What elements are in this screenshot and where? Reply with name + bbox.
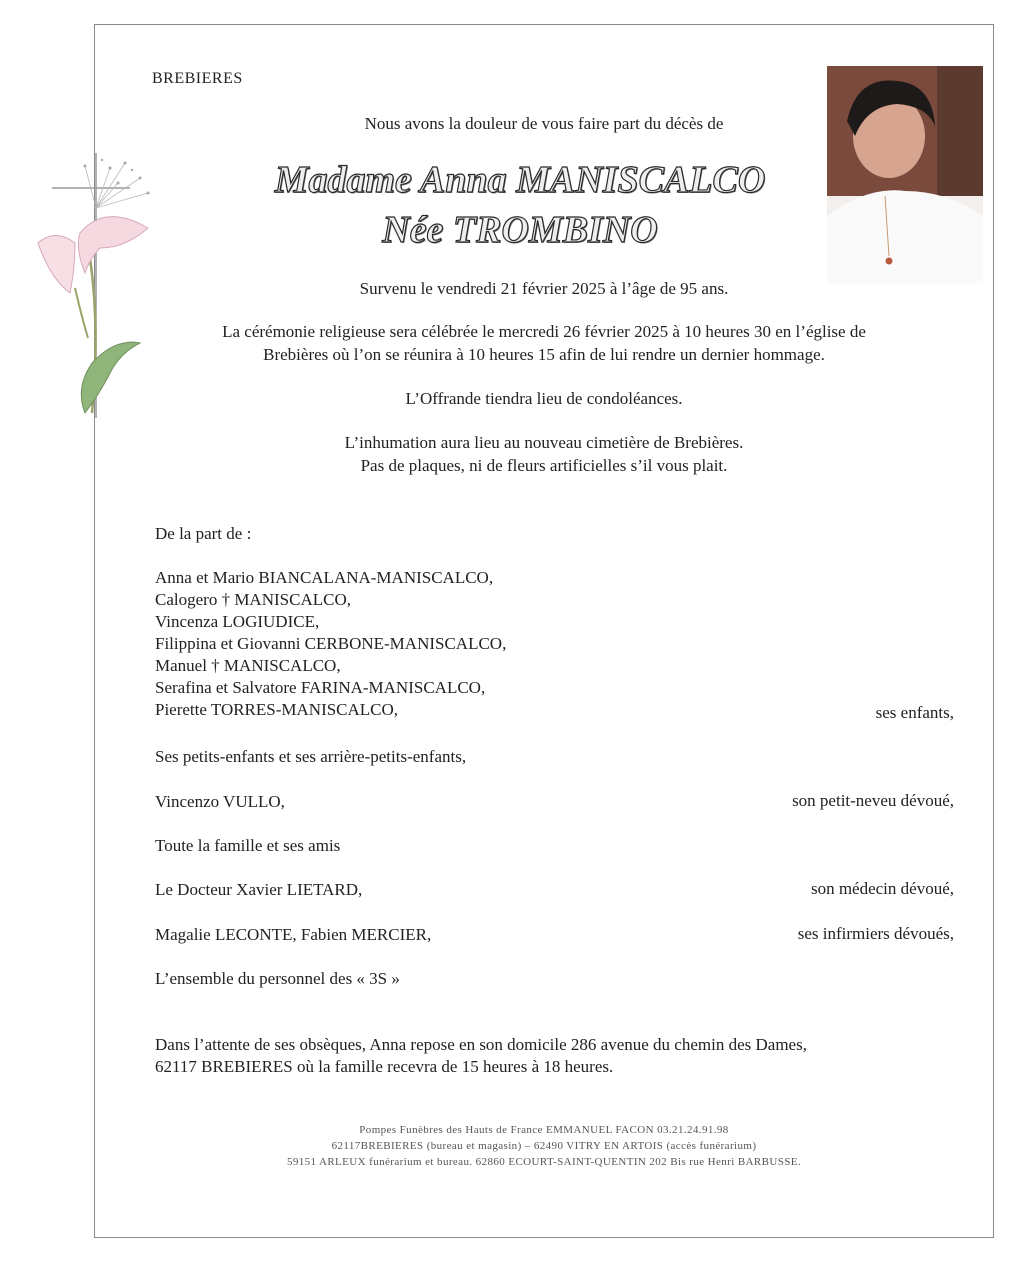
footer-line: Pompes Funèbres des Hauts de France EMMANUEL FACON 03.21.24.91.98	[359, 1124, 729, 1136]
from-label: De la part de :	[155, 524, 252, 543]
child-entry: Serafina et Salvatore FARINA-MANISCALCO,	[155, 678, 486, 697]
ceremony-line-2: Brebières où l’on se réunira à 10 heures 15 afin de lui rendre un dernier hommage.	[263, 345, 825, 364]
child-entry: Filippina et Giovanni CERBONE-MANISCALCO,	[155, 634, 507, 653]
town-name: BREBIERES	[152, 70, 243, 87]
rest-line-1: Dans l’attente de ses obsèques, Anna repose en son domicile 286 avenue du chemin des Dames,	[155, 1035, 807, 1054]
nephew-role: son petit-neveu dévoué,	[792, 791, 954, 810]
nurses-role: ses infirmiers dévoués,	[797, 924, 954, 943]
family-text: Toute la famille et ses amis	[155, 836, 341, 855]
child-entry: Calogero † MANISCALCO,	[155, 590, 351, 609]
intro-text: Nous avons la douleur de vous faire part du décès de	[364, 114, 724, 133]
doctor-name: Le Docteur Xavier LIETARD,	[155, 880, 363, 899]
death-info: Survenu le vendredi 21 février 2025 à l’âge de 95 ans.	[359, 279, 729, 298]
child-entry: Vincenza LOGIUDICE,	[155, 612, 320, 631]
deceased-name: Madame Anna MANISCALCO	[274, 159, 766, 201]
funeral-home-footer	[94, 1122, 994, 1170]
doctor-role: son médecin dévoué,	[810, 879, 954, 898]
footer-line: 59151 ARLEUX funérarium et bureau. 62860 ECOURT-SAINT-QUENTIN 202 Bis rue Henri BARBUSSE.	[286, 1156, 802, 1168]
ceremony-line-1: La cérémonie religieuse sera célébrée le mercredi 26 février 2025 à 10 heures 30 en l’église de	[222, 322, 866, 341]
children-role: ses enfants,	[875, 703, 954, 722]
grandchildren-text: Ses petits-enfants et ses arrière-petits-enfants,	[155, 747, 467, 766]
deceased-birth-name: Née TROMBINO	[382, 209, 658, 251]
children-list	[155, 567, 506, 721]
footer-line: 62117BREBIERES (bureau et magasin) – 62490 VITRY EN ARTOIS (accès funérarium)	[331, 1140, 757, 1152]
rest-line-2: 62117 BREBIERES où la famille recevra de 15 heures à 18 heures.	[155, 1057, 614, 1076]
child-entry: Pierette TORRES-MANISCALCO,	[155, 700, 399, 719]
offering-text: L’Offrande tiendra lieu de condoléances.	[405, 389, 683, 408]
staff-text: L’ensemble du personnel des « 3S »	[155, 969, 400, 988]
nurses-names: Magalie LECONTE, Fabien MERCIER,	[155, 925, 432, 944]
nephew-name: Vincenzo VULLO,	[155, 792, 285, 811]
child-entry: Manuel † MANISCALCO,	[155, 656, 341, 675]
burial-line-1: L’inhumation aura lieu au nouveau cimetière de Brebières.	[344, 433, 744, 452]
burial-line-2: Pas de plaques, ni de fleurs artificielles s’il vous plait.	[360, 456, 728, 475]
child-entry: Anna et Mario BIANCALANA-MANISCALCO,	[155, 568, 494, 587]
